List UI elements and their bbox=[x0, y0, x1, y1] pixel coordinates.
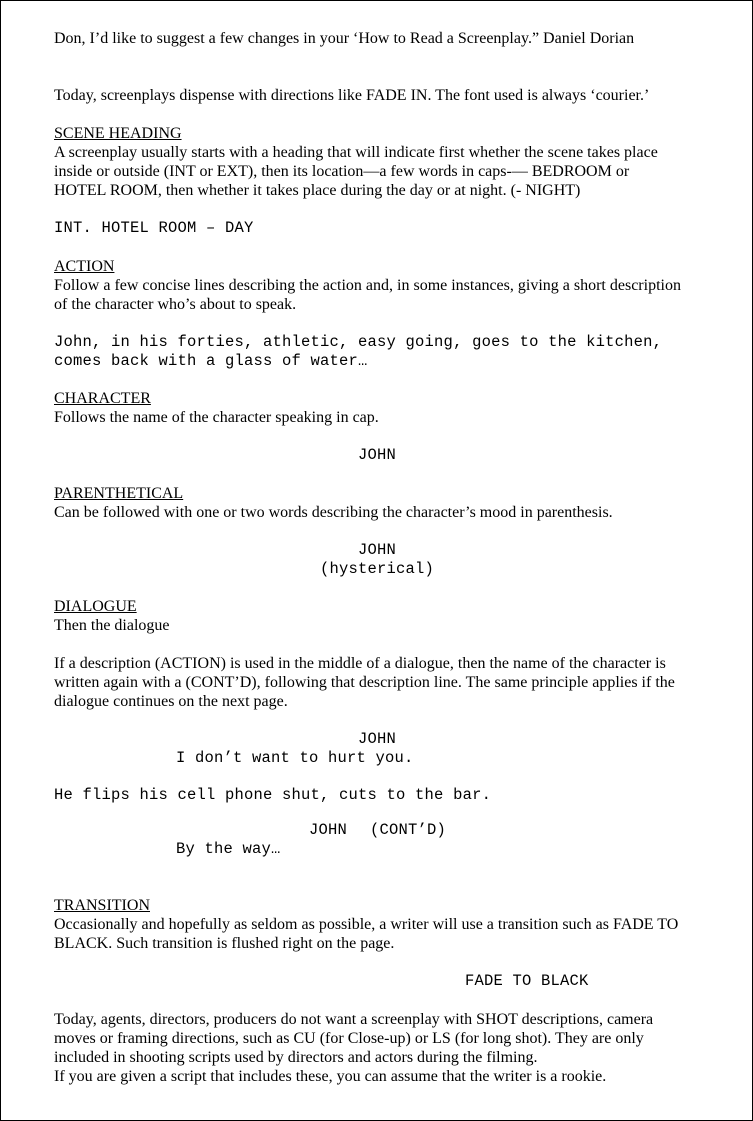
action-text: Follow a few concise lines describing the action and, in some instances, giving a short description bbox=[54, 277, 681, 294]
dialogue-example-name: JOHN bbox=[358, 730, 397, 748]
scene-heading-text: HOTEL ROOM, then whether it takes place during the day or at night. (- NIGHT) bbox=[54, 182, 581, 199]
dialogue-cont-label: (CONT’D) bbox=[370, 821, 447, 839]
dialogue-cont-name: JOHN bbox=[309, 821, 348, 839]
action-example: John, in his forties, athletic, easy going, goes to the kitchen, bbox=[54, 333, 663, 351]
parenthetical-title: PARENTHETICAL bbox=[54, 485, 184, 502]
parenthetical-example-name: JOHN bbox=[358, 541, 397, 559]
dialogue-cont-line: By the way… bbox=[176, 840, 281, 858]
dialogue-title: DIALOGUE bbox=[54, 598, 137, 615]
intro-line: Don, I’d like to suggest a few changes in your ‘How to Read a Screenplay.” Daniel Dorian bbox=[54, 30, 635, 47]
character-example: JOHN bbox=[358, 446, 397, 464]
closing-text: If you are given a script that includes these, you can assume that the writer is a rookie. bbox=[54, 1068, 607, 1085]
parenthetical-text: Can be followed with one or two words describing the character’s mood in parenthesis. bbox=[54, 504, 613, 521]
transition-title: TRANSITION bbox=[54, 897, 150, 914]
dialogue-desc: dialogue continues on the next page. bbox=[54, 693, 288, 710]
action-title: ACTION bbox=[54, 258, 115, 275]
dialogue-example-action: He flips his cell phone shut, cuts to the bar. bbox=[54, 786, 492, 804]
font-note: Today, screenplays dispense with directions like FADE IN. The font used is always ‘courier.’ bbox=[54, 87, 650, 104]
transition-example: FADE TO BLACK bbox=[465, 972, 589, 990]
scene-heading-example: INT. HOTEL ROOM – DAY bbox=[54, 219, 254, 237]
closing-text: Today, agents, directors, producers do not want a screenplay with SHOT descriptions, camera bbox=[54, 1011, 654, 1028]
closing-text: included in shooting scripts used by directors and actors during the filming. bbox=[54, 1049, 538, 1066]
dialogue-desc: If a description (ACTION) is used in the middle of a dialogue, then the name of the character is bbox=[54, 655, 666, 672]
dialogue-desc: written again with a (CONT’D), following that description line. The same principle applies if the bbox=[54, 674, 675, 691]
character-text: Follows the name of the character speaking in cap. bbox=[54, 409, 379, 426]
scene-heading-title: SCENE HEADING bbox=[54, 125, 182, 142]
transition-text: Occasionally and hopefully as seldom as possible, a writer will use a transition such as FADE TO bbox=[54, 916, 679, 933]
parenthetical-example-paren: (hysterical) bbox=[320, 560, 435, 578]
action-example: comes back with a glass of water… bbox=[54, 352, 368, 370]
transition-text: BLACK. Such transition is flushed right on the page. bbox=[54, 935, 395, 952]
dialogue-text: Then the dialogue bbox=[54, 617, 170, 634]
action-text: of the character who’s about to speak. bbox=[54, 296, 297, 313]
dialogue-example-line: I don’t want to hurt you. bbox=[176, 749, 414, 767]
scene-heading-text: inside or outside (INT or EXT), then its location—a few words in caps-— BEDROOM or bbox=[54, 163, 630, 180]
closing-text: moves or framing directions, such as CU (for Close-up) or LS (for long shot). They are only bbox=[54, 1030, 644, 1047]
character-title: CHARACTER bbox=[54, 390, 151, 407]
scene-heading-text: A screenplay usually starts with a heading that will indicate first whether the scene takes place bbox=[54, 144, 658, 161]
